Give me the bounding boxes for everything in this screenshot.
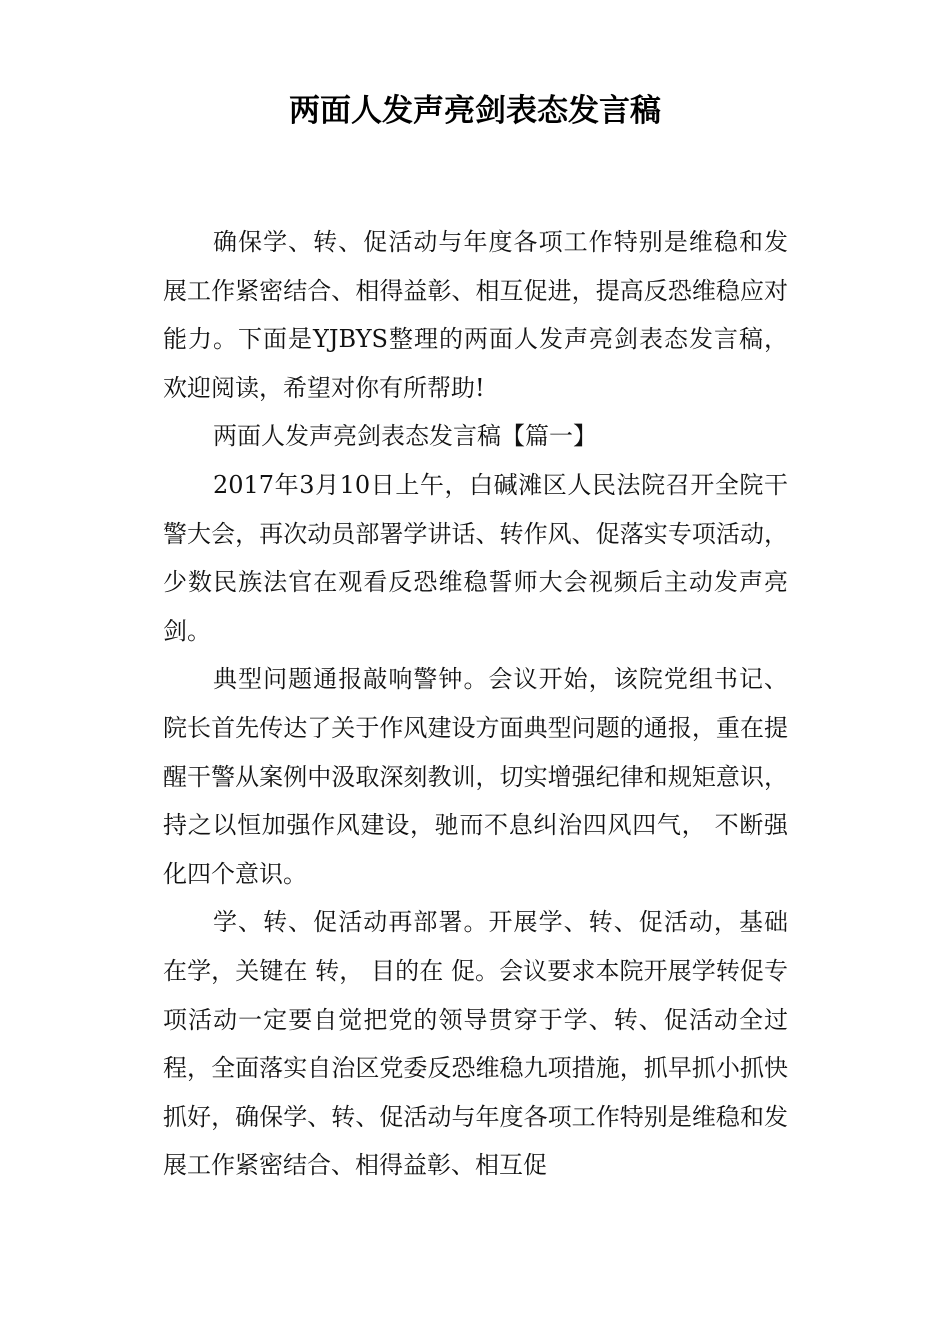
document-body (163, 218, 788, 1190)
paragraph-meeting: 2017年3月10日上午，白碱滩区人民法院召开全院干警大会，再次动员部署学讲话、转作风、促落实专项活动，少数民族法官在观看反恐维稳誓师大会视频后主动发声亮剑。 (163, 470, 788, 645)
paragraph-intro: 确保学、转、促活动与年度各项工作特别是维稳和发展工作紧密结合、相得益彰、相互促进，提高反恐维稳应对能力。下面是YJBYS整理的两面人发声亮剑表态发言稿，欢迎阅读，希望对你有所帮助! (163, 228, 788, 402)
document-title: 两面人发声亮剑表态发言稿 (289, 93, 661, 129)
paragraph-warning: 典型问题通报敲响警钟。会议开始，该院党组书记、院长首先传达了关于作风建设方面典型问题的通报，重在提醒干警从案例中汲取深刻教训，切实增强纪律和规矩意识，持之以恒加强作风建设，驰而不息纠治四风四气， 不断强化四个意识。 (163, 665, 788, 888)
paragraph-section-heading: 两面人发声亮剑表态发言稿【篇一】 (213, 422, 597, 451)
paragraph-redeployment: 学、转、促活动再部署。开展学、转、促活动，基础在学，关键在 转， 目的在 促。会议要求本院开展学转促专项活动一定要自觉把党的领导贯穿于学、转、促活动全过程，全面落实自治区党委反恐维稳九项措施，抓早抓小抓快抓好，确保学、转、促活动与年度各项工作特别是维稳和发展工作紧密结合、相得益彰、相互促 (163, 908, 788, 1180)
